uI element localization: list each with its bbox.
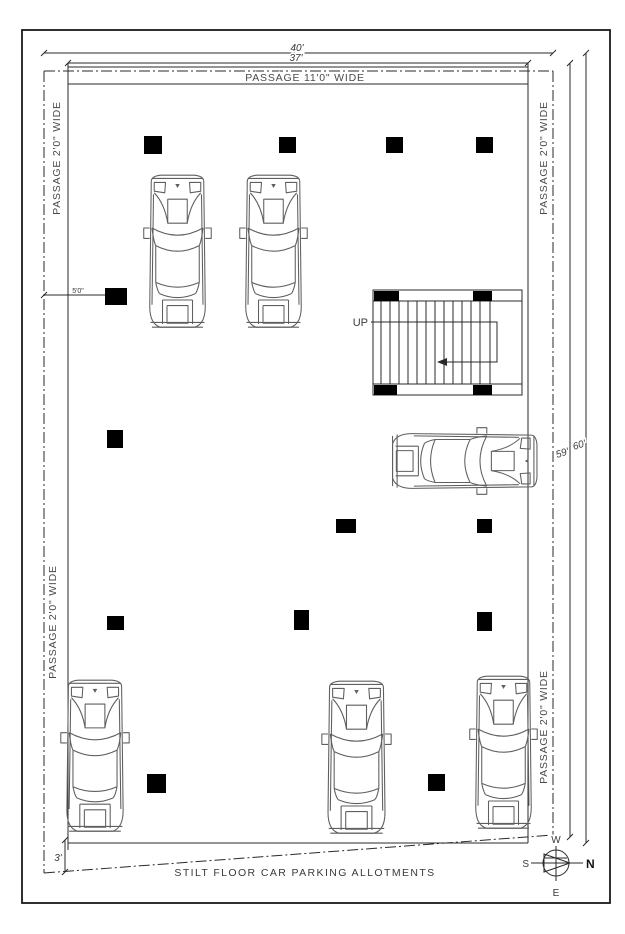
dim-label-59ft: 59' bbox=[554, 446, 571, 461]
drawing-title: STILT FLOOR CAR PARKING ALLOTMENTS bbox=[174, 867, 436, 879]
dim-label-3ft: 3' bbox=[54, 853, 62, 864]
compass-label-south: S bbox=[522, 859, 529, 870]
column bbox=[144, 136, 162, 154]
page-border bbox=[22, 30, 610, 903]
column bbox=[105, 288, 127, 305]
column bbox=[386, 137, 403, 153]
dim-label-5ft: 5'0" bbox=[72, 288, 84, 295]
column bbox=[147, 774, 166, 793]
compass-label-east: E bbox=[552, 888, 560, 899]
dim-label-37ft: 37' bbox=[289, 53, 303, 64]
stair-up-label: UP bbox=[352, 317, 368, 329]
car-bottom-middle bbox=[322, 681, 391, 833]
stair-treads bbox=[381, 301, 480, 384]
cars bbox=[61, 175, 537, 833]
column bbox=[336, 519, 356, 533]
passage-label-right-bottom: PASSAGE 2'0" WIDE bbox=[538, 670, 550, 784]
stair-columns bbox=[374, 291, 492, 395]
stair-inner-lines bbox=[373, 301, 522, 384]
car-top-left bbox=[144, 175, 212, 327]
column bbox=[428, 774, 445, 791]
staircase bbox=[353, 290, 522, 395]
column bbox=[107, 616, 124, 630]
dimension-ticks bbox=[41, 50, 589, 875]
column bbox=[294, 610, 309, 630]
column bbox=[476, 137, 493, 153]
passage-label-left-bottom: PASSAGE 2'0" WIDE bbox=[47, 565, 59, 679]
passage-label-left-top: PASSAGE 2'0" WIDE bbox=[51, 101, 63, 215]
plot-boundary-lines bbox=[41, 50, 589, 875]
column bbox=[477, 612, 492, 631]
stair-outline bbox=[373, 290, 522, 395]
dimension-labels bbox=[54, 43, 588, 864]
passage-label-right-top: PASSAGE 2'0" WIDE bbox=[538, 101, 550, 215]
stair-arrowhead bbox=[437, 358, 447, 366]
car-bottom-left bbox=[61, 680, 129, 831]
dim-label-40ft: 40' bbox=[290, 43, 304, 54]
column bbox=[477, 519, 492, 533]
car-middle-right bbox=[393, 428, 537, 495]
column bbox=[279, 137, 296, 153]
compass-label-north: N bbox=[586, 857, 595, 871]
column bbox=[107, 430, 123, 448]
car-bottom-right bbox=[470, 676, 538, 828]
dim-label-60ft: 60' bbox=[571, 438, 588, 453]
passage-label-top: PASSAGE 11'0" WIDE bbox=[245, 72, 365, 84]
columns bbox=[105, 136, 493, 793]
compass-label-west: W bbox=[551, 835, 561, 846]
car-top-right bbox=[240, 175, 308, 327]
